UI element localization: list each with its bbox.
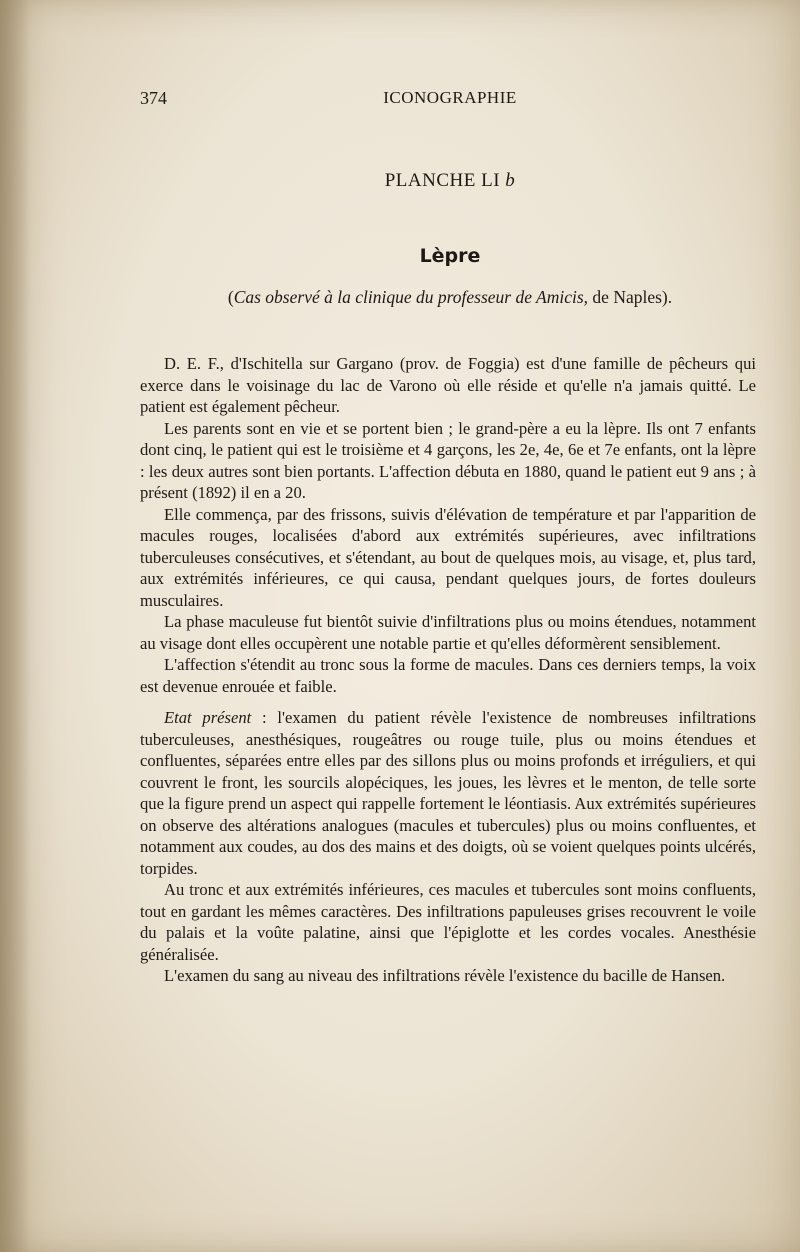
running-title: ICONOGRAPHIE	[383, 88, 517, 107]
paragraph	[140, 353, 756, 418]
case-subtitle	[140, 287, 760, 308]
paragraph-text: : l'examen du patient révèle l'existence de nombreuses infiltrations tuberculeuses, anesthésiques, rougeâtres ou rouge tuile, plus ou moins étendues et confluentes, séparées entre elles par des sillons plus ou moins profonds et irréguliers, et qui couvrent le front, les sourcils alopéciques, les joues, les lèvres et le menton, de telle sorte que la figure prend un aspect qui rappelle fortement le léontiasis. Aux extrémités supérieures on observe des altérations analogues (macules et tubercules) plus ou moins confluentes, et notamment aux coudes, au dos des mains et des doigts, où se voient quelques points ulcérés, torpides.	[140, 708, 756, 878]
subtitle-italic: Cas observé à la clinique du professeur de Amicis,	[233, 287, 589, 307]
running-header	[140, 88, 760, 114]
paragraph	[140, 654, 756, 697]
paragraph-text: L'examen du sang au niveau des infiltrations révèle l'existence du bacille de Hansen.	[164, 966, 726, 985]
subtitle-rest: de Naples).	[588, 287, 673, 307]
paragraph-text: Les parents sont en vie et se portent bien ; le grand-père a eu la lèpre. Ils ont 7 enfants dont cinq, le patient qui est le troisième et 4 garçons, les 2e, 4e, 6e et 7e enfants, ont la lèpre : les deux autres sont bien portants. L'affection débuta en 1880, quand le patient eut 9 ans ; à présent (1892) il en a 20.	[140, 418, 756, 502]
paragraph-text: L'affection s'étendit au tronc sous la forme de macules. Dans ces derniers temps, la voix est devenue enrouée et faible.	[140, 655, 756, 696]
paragraph-text: Elle commença, par des frissons, suivis d'élévation de température et par l'apparition de macules rouges, localisées d'abord aux extrémités supérieures, avec infiltrations tuberculeuses consécutives, et s'étendant, au bout de quelques mois, au visage, et, plus tard, aux extrémités inférieures, ce qui causa, pendant quelques jours, de fortes douleurs musculaires.	[140, 504, 756, 610]
section-label: Etat présent	[164, 708, 252, 727]
paragraph	[140, 965, 756, 987]
paragraph-text: D. E. F., d'Ischitella sur Gargano (prov. de Foggia) est d'une famille de pêcheurs qui exerce dans le voisinage du lac de Varono où elle réside et qu'elle n'a jamais quitté. Le patient est également pêcheur.	[140, 354, 756, 416]
plate-suffix: b	[505, 170, 516, 191]
body-text	[140, 353, 756, 987]
subtitle-open: (	[227, 287, 234, 307]
paragraph-text: Au tronc et aux extrémités inférieures, ces macules et tubercules sont moins confluents, tout en gardant les mêmes caractères. Des infiltrations papuleuses grises recouvrent le voile du palais et la voûte palatine, ainsi que l'épiglotte et les cordes vocales. Anesthésie généralisée.	[140, 880, 756, 964]
plate-label: PLANCHE LI	[384, 170, 501, 191]
page-shadow-edge	[0, 0, 30, 1252]
paragraph-text: La phase maculeuse fut bientôt suivie d'infiltrations plus ou moins étendues, notamment au visage dont elles occupèrent une notable partie et qu'elles déformèrent sensiblement.	[140, 612, 756, 653]
paragraph	[140, 707, 756, 879]
disease-heading: Lèpre	[419, 245, 481, 267]
paragraph	[140, 504, 756, 612]
paragraph	[140, 611, 756, 654]
plate-title	[140, 170, 760, 192]
paragraph	[140, 418, 756, 504]
paragraph	[140, 879, 756, 965]
page-number: 374	[140, 88, 167, 108]
